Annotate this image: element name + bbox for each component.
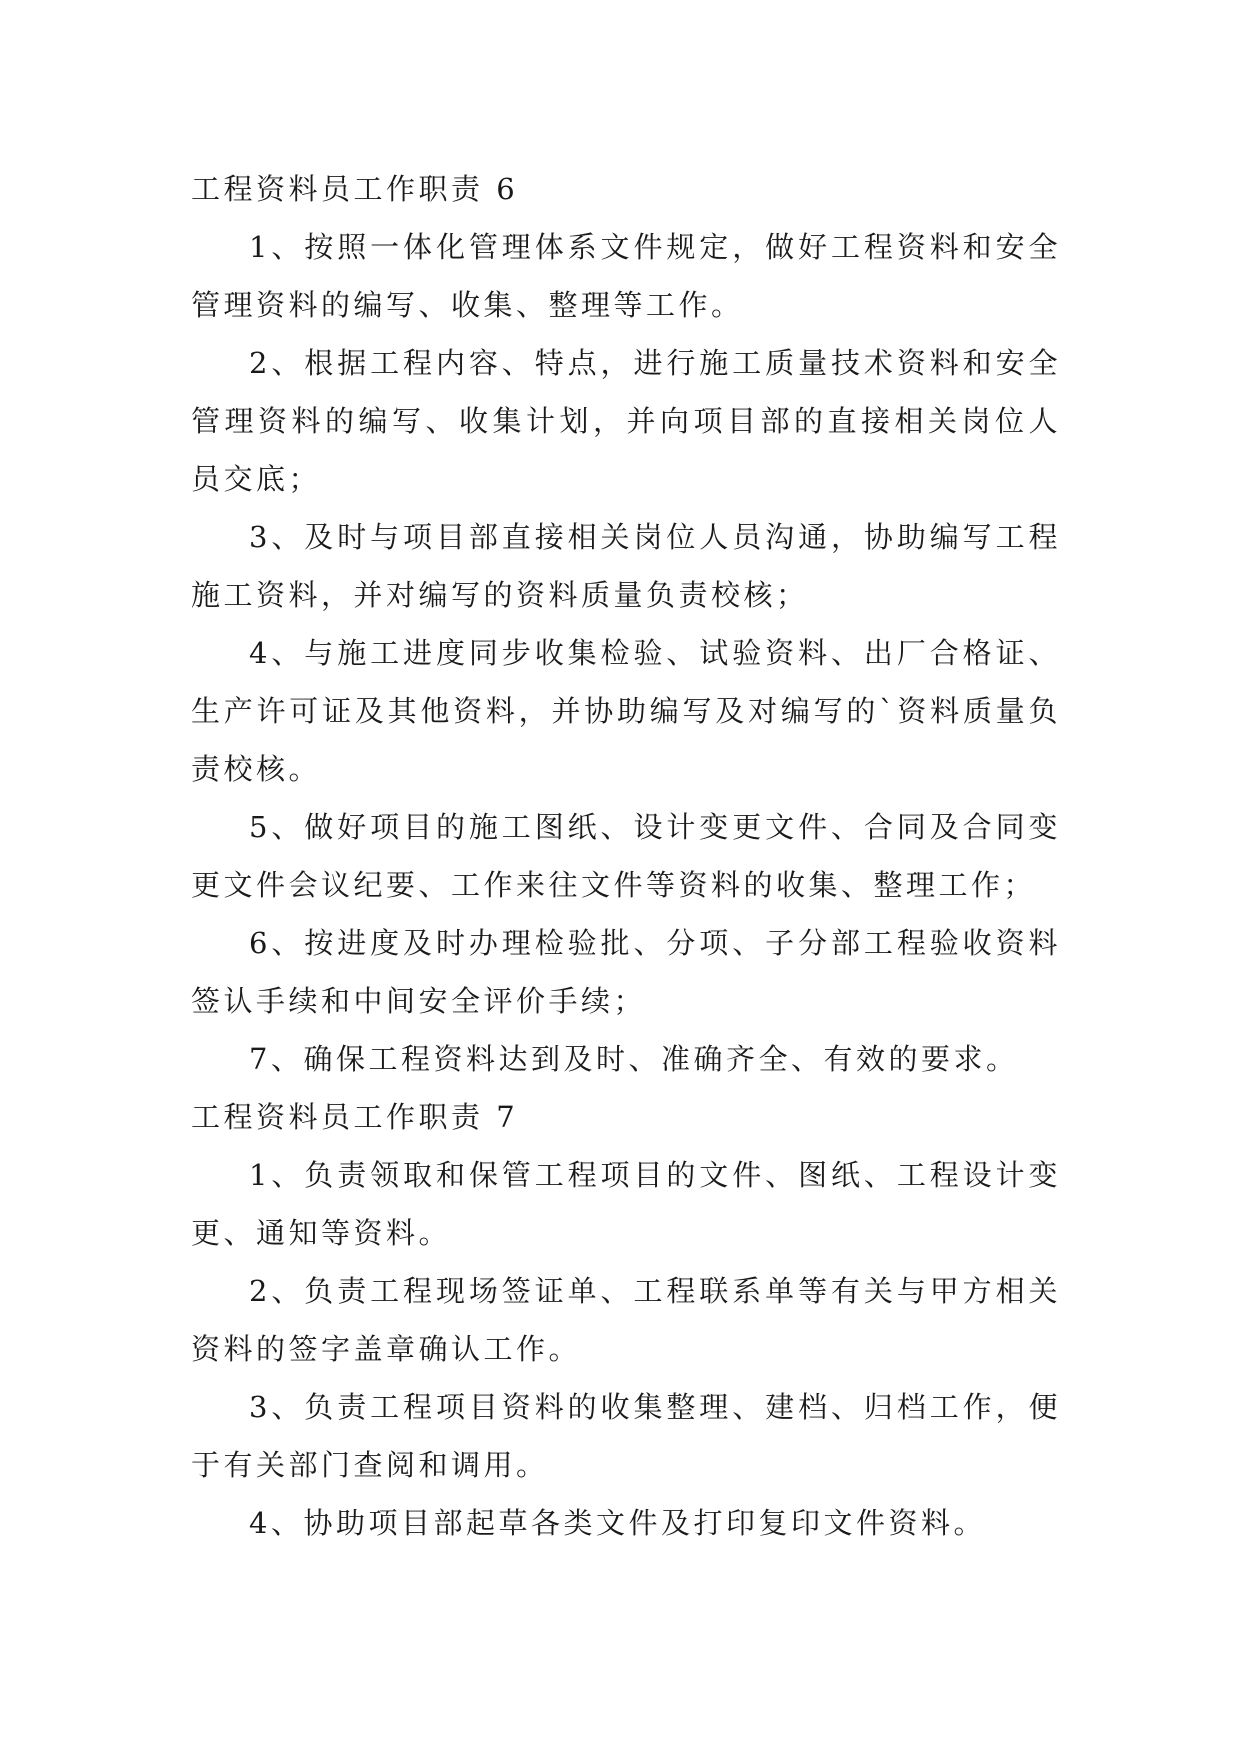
document-body (191, 160, 1061, 1552)
section-6 (191, 160, 1061, 1088)
duty-item: 1、负责领取和保管工程项目的文件、图纸、工程设计变更、通知等资料。 (191, 1158, 1061, 1250)
duty-item: 6、按进度及时办理检验批、分项、子分部工程验收资料签认手续和中间安全评价手续； (191, 926, 1061, 1018)
duty-item: 3、负责工程项目资料的收集整理、建档、归档工作，便于有关部门查阅和调用。 (191, 1390, 1061, 1482)
section-title: 工程资料员工作职责 6 (191, 172, 519, 206)
duty-item: 4、与施工进度同步收集检验、试验资料、出厂合格证、生产许可证及其他资料，并协助编写及对编写的`资料质量负责校核。 (191, 636, 1061, 786)
duty-item: 2、根据工程内容、特点，进行施工质量技术资料和安全管理资料的编写、收集计划，并向项目部的直接相关岗位人员交底； (191, 346, 1061, 496)
duty-item: 1、按照一体化管理体系文件规定，做好工程资料和安全管理资料的编写、收集、整理等工作。 (191, 230, 1061, 322)
duty-item: 7、确保工程资料达到及时、准确齐全、有效的要求。 (249, 1042, 1019, 1076)
section-7 (191, 1088, 1061, 1552)
duty-item: 4、协助项目部起草各类文件及打印复印文件资料。 (249, 1506, 986, 1540)
section-title: 工程资料员工作职责 7 (191, 1100, 519, 1134)
duty-item: 2、负责工程现场签证单、工程联系单等有关与甲方相关资料的签字盖章确认工作。 (191, 1274, 1061, 1366)
duty-item: 5、做好项目的施工图纸、设计变更文件、合同及合同变更文件会议纪要、工作来往文件等资料的收集、整理工作； (191, 810, 1061, 902)
duty-item: 3、及时与项目部直接相关岗位人员沟通，协助编写工程施工资料，并对编写的资料质量负责校核； (191, 520, 1061, 612)
